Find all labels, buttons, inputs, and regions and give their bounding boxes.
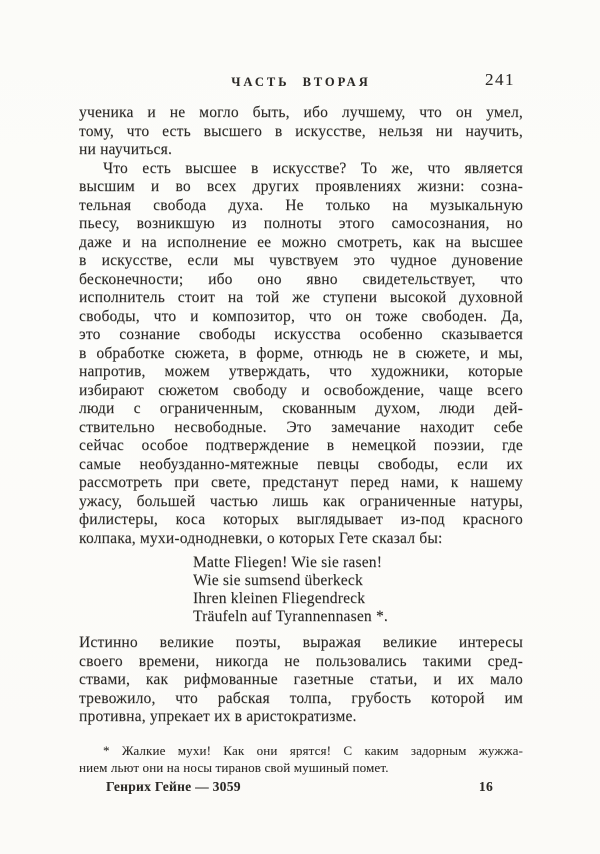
text-line: тельная свобода духа. Не только на музыкальную [79,196,523,214]
text-line: самые необузданно-мятежные певцы свободы, если их [79,455,523,473]
text-line: ужасу, большей частью лишь как ограниченные натуры, [79,492,523,510]
section-title: ЧАСТЬ ВТОРАЯ [231,75,371,89]
running-header [79,72,523,90]
text-line: люди с ограниченным, скованным духом, люди дей- [79,400,523,417]
footnote [79,742,523,776]
poem-line: Träufeln auf Tyrannennasen *. [193,608,388,625]
text-line: филистеры, коса которых выглядывает из-под красного [79,511,523,528]
text-line: избирают сюжетом свободу и освобождение, чаще всего [79,381,523,399]
text-line: это сознание свободы искусства особенно сказывается [79,326,523,343]
print-signature: Генрих Гейне — 3059 [106,778,241,794]
text-line: ствительно несвободные. Это замечание находит себе [79,418,523,436]
text-line: колпака, мухи-однодневки, о которых Гете сказал бы: [79,529,443,547]
poem-quotation [193,554,523,626]
text-line: ствами, как рифмованные газетные статьи, и их мало [79,671,523,688]
poem-line: Wie sie sumsend überkeck [193,572,363,589]
paragraph [79,104,523,160]
text-line: сейчас особое подтверждение в немецкой поэзии, где [79,437,523,454]
footnote-line: * Жалкие мухи! Как они ярятся! С каким задорным жужжа- [103,742,523,758]
text-line: свободы, что и композитор, что он тоже свободен. Да, [79,307,523,325]
poem-line: Matte Fliegen! Wie sie rasen! [193,554,383,571]
text-line: своего времени, никогда не пользовались такими сред- [79,652,523,670]
text-line: в искусстве, если мы чувствуем это чудное дуновение [79,252,523,269]
text-line: даже и на исполнение ее можно смотреть, как на высшее [79,233,523,251]
text-line: Что есть высшее в искусстве? То же, что является [103,159,523,177]
text-line: высшим и во всех других проявлениях жизни: созна- [79,178,523,195]
text-line: исполнитель стоит на той же ступени высокой духовной [79,289,523,306]
footer-page-number: 16 [478,778,493,794]
text-line: ученика и не могло быть, ибо лучшему, что он умел, [79,104,523,121]
header-page-number: 241 [485,70,515,89]
text-line: напротив, можем утверждать, что художники, которые [79,363,523,380]
paragraph [79,634,523,727]
text-line: тревожило, что рабская толпа, грубость которой им [79,689,523,707]
text-line: бесконечности; ибо оно явно свидетельствует, что [79,270,523,288]
paragraph [79,160,523,549]
text-line: Истинно великие поэты, выражая великие интересы [79,634,523,651]
text-line: противна, упрекает их в аристократизме. [79,708,357,725]
footnote-line: нием льют они на носы тиранов свой мушиный помет. [79,759,389,775]
text-line: тому, что есть высшего в искусстве, нельзя ни научить, [79,122,523,140]
body-text [79,104,523,796]
text-line: в обработке сюжета, в форме, отнюдь не в сюжете, и мы, [79,344,523,362]
text-line: пьесу, возникшую из полноты этого самосознания, но [79,215,523,232]
text-line: ни научиться. [79,141,173,158]
page-footer [79,778,523,797]
poem-line: Ihren kleinen Fliegendreck [193,590,366,607]
text-line: рассмотреть при свете, предстанут перед нами, к нашему [79,474,523,491]
